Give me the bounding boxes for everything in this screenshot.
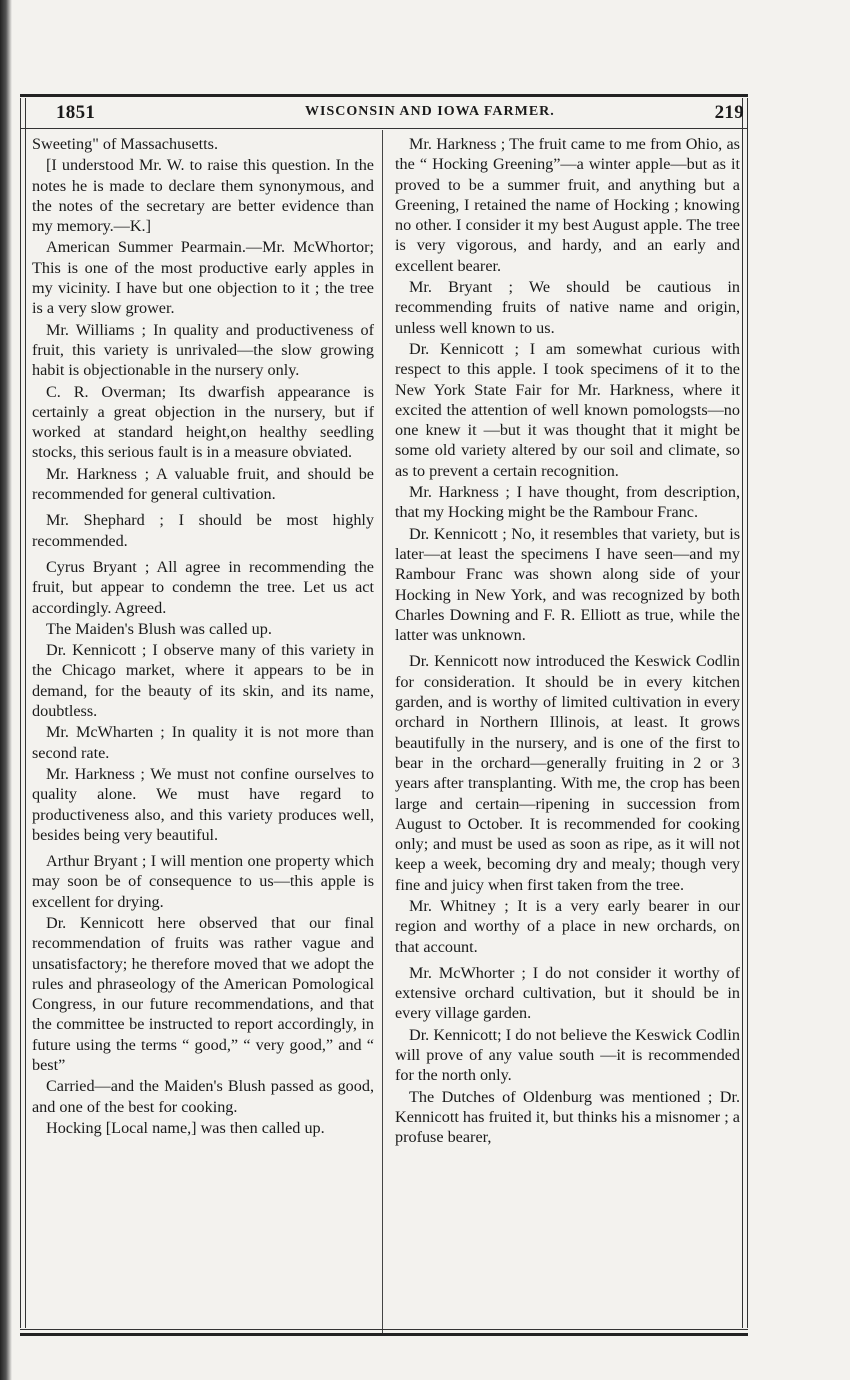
paragraph: Mr. McWhorter ; I do not consider it worthy of extensive orchard cultivation, but it should be in every village garden. — [395, 963, 740, 1023]
column-divider — [382, 130, 383, 1335]
paragraph: C. R. Overman; Its dwarfish appearance is certainly a great objection in the nursery, but if worked at standard height,on healthy seedling stocks, this serious fault is in a measure obviated. — [32, 382, 374, 462]
paragraph: Dr. Kennicott here observed that our final recommendation of fruits was rather vague and unsatisfactory; he therefore moved that we adopt the rules and phraseology of the American Pomological Congress, in our future recommendations, and that the committee be instructed to report accordingly, in future using the terms “ good,” “ very good,” and “ best” — [32, 913, 374, 1075]
paragraph: Mr. Harkness ; The fruit came to me from Ohio, as the “ Hocking Greening”—a winter apple—but as it proved to be a summer fruit, and anything but a Greening, I retained the name of Hocking ; knowing no other. I consider it my best August apple. The tree is very vigorous, and hardy, and an early and excellent bearer. — [395, 135, 740, 275]
page-binding-shadow — [0, 0, 12, 1380]
paragraph: Dr. Kennicott ; I observe many of this variety in the Chicago market, where it appears to be in demand, for the beauty of its skin, and its name, doubtless. — [32, 641, 374, 721]
paragraph: Hocking [Local name,] was then called up. — [46, 1118, 325, 1137]
paragraph: Arthur Bryant ; I will mention one property which may soon be of consequence to us—this apple is excellent for drying. — [32, 852, 374, 911]
paragraph: Dr. Kennicott ; No, it resembles that variety, but is later—at least the specimens I have seen—and my Rambour Franc was shown along side of your Hocking in New York, and was recognized by both Charles Downing and F. R. Elliott as true, while the latter was unknown. — [395, 524, 740, 645]
frame-line — [747, 98, 748, 1328]
paragraph: Cyrus Bryant ; All agree in recommending the fruit, but appear to condemn the tree. Let us act accordingly. Agreed. — [32, 557, 374, 617]
paragraph: [I understood Mr. W. to raise this question. In the notes he is made to declare them synonymous, and the notes of the secretary are better evidence than my memory.—K.] — [32, 156, 374, 236]
paragraph: Mr. McWharten ; In quality it is not more than second rate. — [32, 723, 374, 762]
paragraph: American Summer Pearmain.—Mr. McWhortor; This is one of the most productive early apples in my vicinity. I have but one objection to it ; the tree is a very slow grower. — [32, 238, 374, 318]
frame-line — [742, 98, 743, 1328]
paragraph: Mr. Whitney ; It is a very early bearer in our region and worthy of a place in new orchards, on that account. — [395, 896, 740, 956]
paragraph: Mr. Shephard ; I should be most highly recommended. — [32, 511, 374, 550]
paragraph: Mr. Harkness ; I have thought, from description, that my Hocking might be the Rambour Franc. — [395, 483, 740, 522]
paragraph: Mr. Harkness ; A valuable fruit, and should be recommended for general cultivation. — [32, 464, 374, 504]
header-title: WISCONSIN AND IOWA FARMER. — [305, 104, 555, 119]
paragraph: Dr. Kennicott now introduced the Keswick Codlin for consideration. It should be in every kitchen garden, and is worthy of limited cultivation in every orchard in Northern Illinois, at least. It grows beautifully in the nursery, and is one of the first to bear in the orchard—generally fruiting in 2 or 3 years after transplanting. With me, the crop has been large and certain—ripening in succession from August to October. It is recommended for cooking only; and must be used as soon as ripe, as it will not keep a week, becoming dry and mealy; though very fine and juicy when first taken from the tree. — [395, 652, 740, 894]
frame-line — [25, 98, 26, 1328]
top-rule — [20, 94, 748, 97]
paragraph: Dr. Kennicott; I do not believe the Keswick Codlin will prove of any value south —it is recommended for the north only. — [395, 1025, 740, 1085]
bottom-rule — [20, 1329, 748, 1330]
journal-page — [20, 88, 748, 1336]
running-header — [20, 100, 748, 128]
paragraph: The Maiden's Blush was called up. — [46, 619, 272, 638]
paragraph: Mr. Harkness ; We must not confine ourselves to quality alone. We must have regard to productiveness also, and this variety produces well, besides being very beautiful. — [32, 764, 374, 844]
paragraph: Mr. Bryant ; We should be cautious in recommending fruits of native name and origin, unless well known to us. — [395, 278, 740, 337]
paragraph: Dr. Kennicott ; I am somewhat curious with respect to this apple. I took specimens of it to the New York State Fair for Mr. Harkness, where it excited the attention of well known pomologsts—no one knew it —but it was thought that it might be some old variety altered by our soil and climate, so as to prevent a certain recognition. — [395, 339, 740, 480]
header-year: 1851 — [56, 102, 96, 123]
left-column — [32, 134, 374, 1139]
header-rule — [20, 128, 748, 129]
paragraph: The Dutches of Oldenburg was mentioned ; Dr. Kennicott has fruited it, but thinks his a misnomer ; a profuse bearer, — [395, 1087, 740, 1147]
frame-line — [20, 98, 21, 1328]
page-number: 219 — [714, 102, 744, 123]
bottom-rule — [20, 1333, 748, 1336]
paragraph: Sweeting" of Massachusetts. — [32, 135, 218, 153]
paragraph: Carried—and the Maiden's Blush passed as good, and one of the best for cooking. — [32, 1077, 374, 1116]
right-column — [395, 134, 740, 1149]
paragraph: Mr. Williams ; In quality and productiveness of fruit, this variety is unrivaled—the slow growing habit is objectionable in the nursery only. — [32, 320, 374, 380]
